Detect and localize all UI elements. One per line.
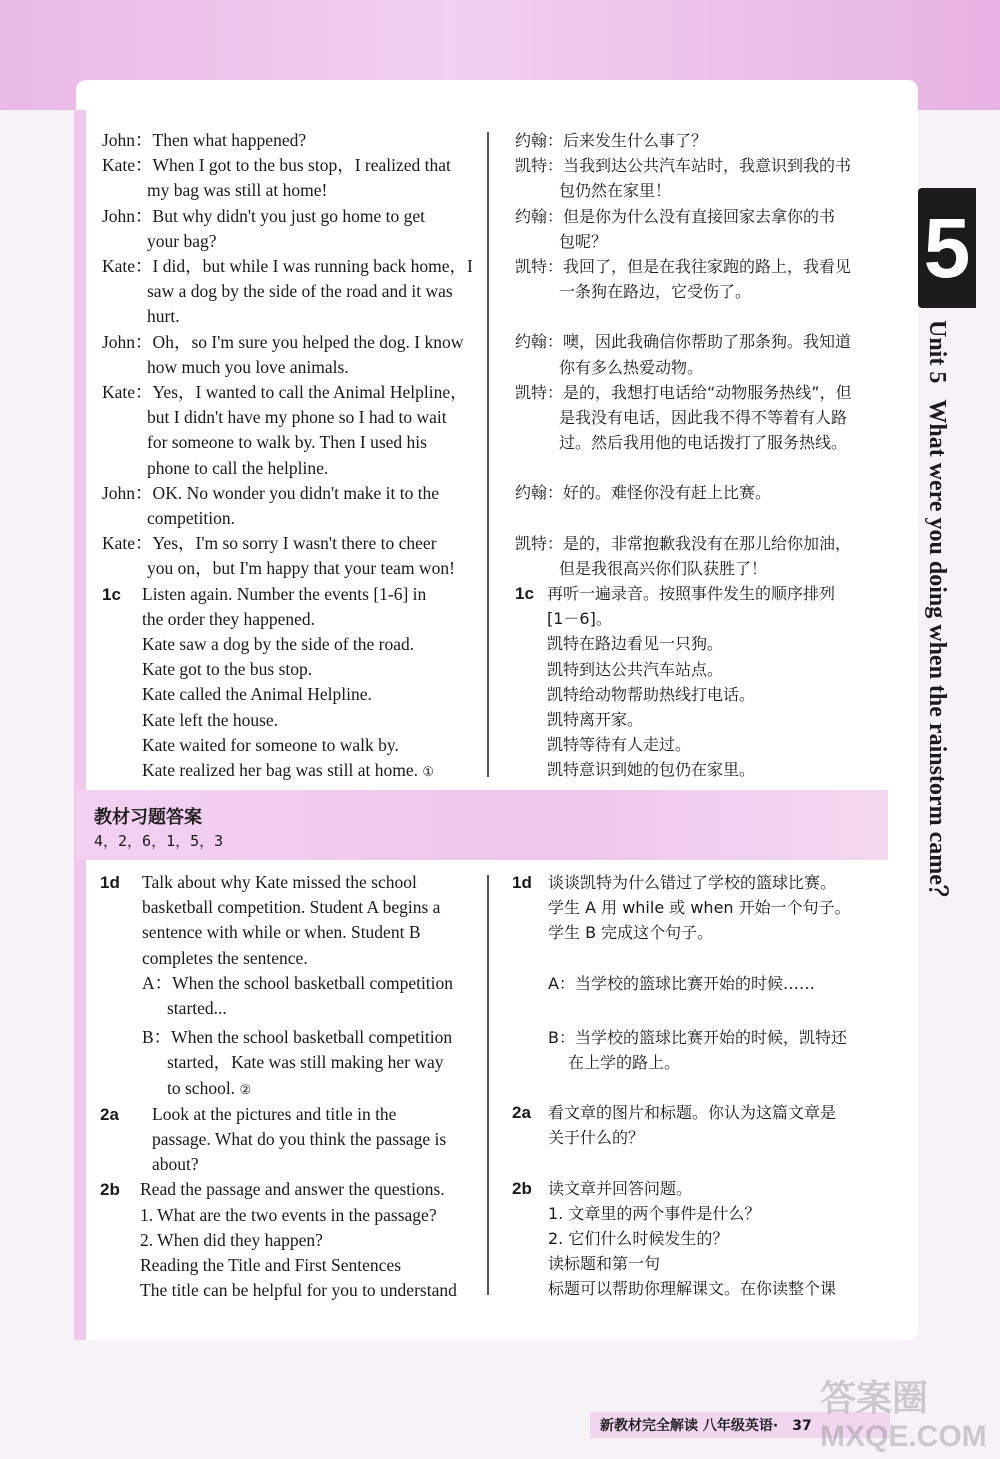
text-line: John：But why didn't you just go home to get [102, 205, 426, 226]
exercise-1d-zh [512, 870, 884, 895]
text-line: about? [152, 1154, 199, 1175]
event-item: 凯特给动物帮助热线打电话。 [547, 684, 756, 704]
event-item: 凯特到达公共汽车站点。 [547, 659, 724, 679]
unit-side-title [923, 320, 958, 909]
event-item: 凯特意识到她的包仍在家里。 [547, 760, 756, 780]
text-line: 关于什么的？ [548, 1128, 645, 1148]
text-line: Reading the Title and First Sentences [140, 1255, 402, 1276]
text-line: competition. [147, 508, 235, 529]
exercise-tag: 2b [512, 1178, 532, 1198]
column-divider [487, 875, 489, 1295]
text-line: started，Kate was still making her way [167, 1052, 444, 1073]
text-line: 在上学的路上。 [568, 1053, 681, 1073]
text-line: Talk about why Kate missed the school [142, 872, 417, 892]
right-top-column [515, 128, 880, 783]
text-line: 读标题和第一句 [548, 1254, 661, 1274]
exercise-2b [100, 1177, 477, 1202]
text-line: 约翰：后来发生什么事了？ [515, 131, 708, 150]
answers-value: 4，2，6，1，5，3 [94, 832, 224, 850]
spacer [515, 455, 880, 480]
text-line: saw a dog by the side of the road and it was [147, 281, 453, 302]
text-line: 约翰：好的。难怪你没有赶上比赛。 [515, 483, 772, 503]
left-top-column [102, 128, 477, 784]
event-item: Kate waited for someone to walk by. [142, 734, 399, 755]
page-footer [600, 1415, 812, 1435]
text-line: 约翰：噢，因此我确信你帮助了那条狗。我知道 [515, 332, 852, 352]
text-line: 过。然后我用他的电话拨打了服务热线。 [559, 433, 848, 453]
exercise-tag: 1d [100, 873, 120, 892]
text-line: 看文章的图片和标题。你认为这篇文章是 [548, 1103, 837, 1123]
text-line: phone to call the helpline. [147, 457, 329, 478]
text-line: Look at the pictures and title in the [152, 1103, 397, 1124]
text-line: 2. When did they happen? [140, 1229, 323, 1250]
exercise-2b-zh [512, 1176, 884, 1201]
event-item: 凯特在路边看见一只狗。 [547, 634, 724, 654]
text-line: 谈谈凯特为什么错过了学校的篮球比赛。 [548, 873, 837, 892]
exercise-1c-zh [515, 581, 880, 606]
text-line: passage. What do you think the passage is [152, 1129, 447, 1150]
note-marker: ② [239, 1081, 252, 1097]
unit-label: Unit 5 [924, 320, 950, 384]
text-line: you on，but I'm happy that your team won! [147, 558, 455, 579]
text-line: sentence with while or when. Student B [142, 922, 421, 943]
spacer [512, 946, 884, 971]
event-text: Kate realized her bag was still at home. [142, 760, 419, 781]
text-line: 1. 文章里的两个事件是什么？ [548, 1203, 761, 1223]
text-line: 凯特：我回了，但是在我往家跑的路上，我看见 [515, 257, 852, 277]
spacer [515, 506, 880, 531]
spacer [512, 1075, 884, 1100]
text-line: John：Then what happened? [102, 130, 307, 150]
text-line: 2. 它们什么时候发生的？ [548, 1229, 729, 1249]
unit-number: 5 [923, 201, 971, 295]
exercise-tag: 2a [100, 1104, 119, 1124]
text-line: Kate：Yes，I wanted to call the Animal Helpline， [102, 382, 468, 403]
text-line: started... [167, 998, 227, 1019]
watermark-logo: 答案圈 [820, 1377, 929, 1418]
text-line: 标题可以帮助你理解课文。在你读整个课 [548, 1279, 837, 1299]
event-item: Kate got to the bus stop. [142, 659, 313, 680]
event-item [102, 758, 477, 784]
text-line: 是我没有电话，因此我不得不等着有人路 [559, 408, 848, 428]
text-line: [1－6]。 [547, 609, 612, 629]
text-line: basketball competition. Student A begins a [142, 897, 441, 918]
text-line: 约翰：但是你为什么没有直接回家去拿你的书 [515, 206, 836, 226]
text-line: John：Oh，so I'm sure you helped the dog. I know [102, 331, 464, 352]
text-line: A：当学校的篮球比赛开始的时候…… [548, 973, 815, 993]
event-item: 凯特等待有人走过。 [547, 735, 692, 755]
answers-title: 教材习题答案 [94, 807, 202, 828]
exercise-tag: 1d [512, 873, 532, 892]
left-decorative-strip [74, 110, 86, 1340]
text-line: 1. What are the two events in the passage? [140, 1204, 437, 1225]
text-line: 凯特：是的，我想打电话给“动物服务热线”，但 [515, 382, 852, 402]
text-line: Kate：When I got to the bus stop，I realized that [102, 155, 451, 176]
text-line: hurt. [147, 306, 180, 327]
text-line: the order they happened. [142, 608, 315, 629]
text-line: 包仍然在家里！ [559, 181, 672, 201]
watermark-url: MXQE.COM [820, 1420, 987, 1453]
text-line: your bag? [147, 230, 217, 251]
text-line: 你有多么热爱动物。 [559, 357, 704, 377]
event-item: Kate saw a dog by the side of the road. [142, 634, 415, 655]
text-line: 学生 B 完成这个句子。 [548, 923, 714, 943]
event-item: Kate called the Animal Helpline. [142, 684, 372, 705]
text-line: B：When the school basketball competition [142, 1027, 453, 1048]
spacer [515, 304, 880, 329]
exercise-1c [102, 582, 477, 607]
exercise-tag: 2a [512, 1103, 531, 1123]
text-line: 读文章并回答问题。 [548, 1178, 693, 1198]
text-line: Listen again. Number the events [1-6] in [142, 583, 427, 604]
text-line: for someone to walk by. Then I used his [147, 432, 427, 453]
text-line: how much you love animals. [147, 356, 349, 377]
text-line: 再听一遍录音。按照事件发生的顺序排列 [547, 584, 836, 604]
book-title: 新教材完全解读 八年级英语· [600, 1418, 779, 1434]
event-item: 凯特离开家。 [547, 710, 644, 730]
page-number: 37 [792, 1418, 812, 1434]
text-line: The title can be helpful for you to understand [140, 1280, 457, 1301]
text-line: B：当学校的篮球比赛开始的时候，凯特还 [548, 1027, 847, 1047]
text-line: John：OK. No wonder you didn't make it to the [102, 482, 440, 503]
text-line: but I didn't have my phone so I had to wait [147, 407, 447, 428]
text-line: 一条狗在路边，它受伤了。 [559, 282, 752, 302]
text-line: completes the sentence. [142, 947, 308, 968]
note-marker: ① [422, 764, 435, 780]
exercise-1d [100, 870, 477, 895]
text-line: my bag was still at home! [147, 180, 328, 201]
text-line: Kate：I did，but while I was running back home，I [102, 256, 473, 277]
event-item: Kate left the house. [142, 709, 279, 730]
text-line: A：When the school basketball competition [142, 972, 454, 993]
text-line: 凯特：是的，非常抱歉我没有在那儿给你加油， [515, 533, 852, 553]
column-divider [487, 132, 489, 777]
exercise-tag: 2b [100, 1180, 120, 1200]
text-line: 凯特：当我到达公共汽车站时，我意识到我的书 [515, 156, 852, 176]
spacer [512, 996, 884, 1025]
exercise-tag: 1c [102, 584, 121, 604]
right-bottom-column [512, 870, 884, 1302]
unit-title: What were you doing when the rainstorm came？ [924, 399, 950, 909]
left-bottom-column [100, 870, 477, 1303]
text-fragment: to school. [167, 1077, 236, 1098]
spacer [512, 1151, 884, 1176]
text-line: 学生 A 用 while 或 when 开始一个句子。 [548, 898, 851, 918]
exercise-tag: 1c [515, 584, 534, 604]
exercise-2a-zh [512, 1100, 884, 1125]
text-line: Read the passage and answer the questions. [140, 1179, 445, 1200]
exercise-2a [100, 1102, 477, 1127]
text-line: 但是我很高兴你们队获胜了！ [559, 558, 768, 578]
text-line [100, 1076, 477, 1102]
text-line: 包呢？ [559, 231, 608, 251]
text-line: Kate：Yes，I'm so sorry I wasn't there to cheer [102, 533, 437, 554]
